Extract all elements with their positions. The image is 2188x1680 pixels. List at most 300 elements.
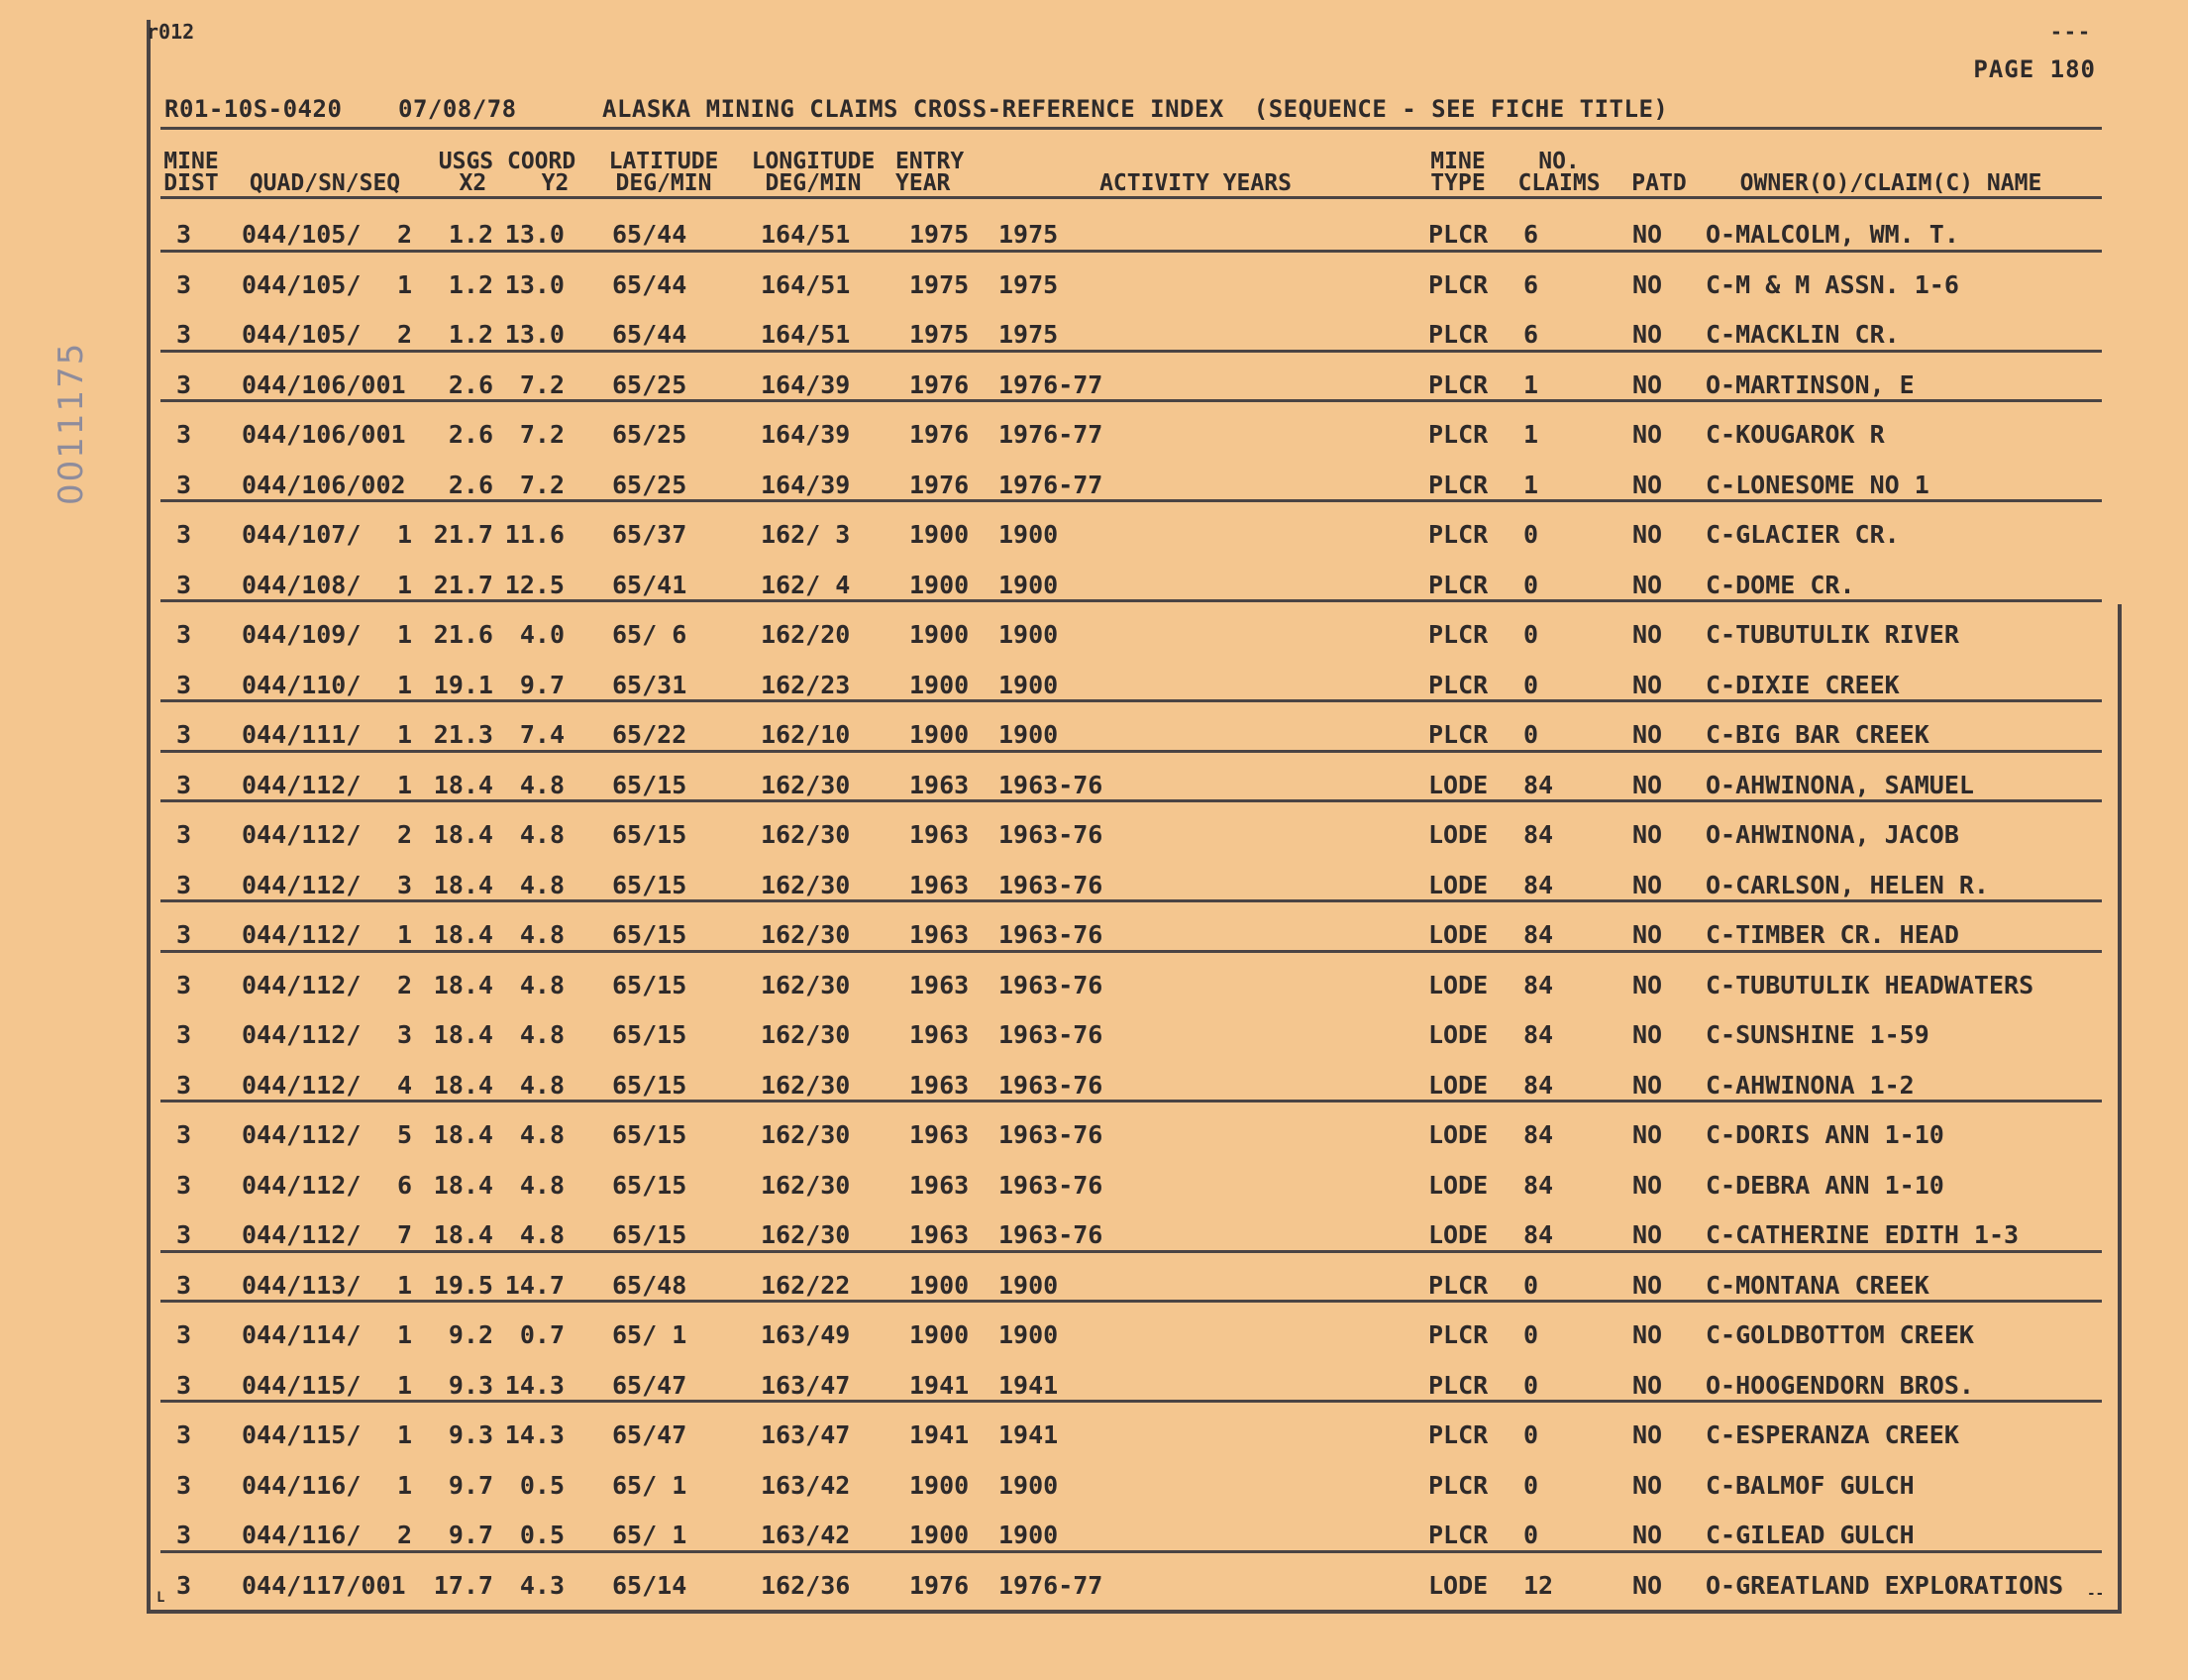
patd-cell: NO (1632, 369, 1663, 399)
patd-cell: NO (1632, 220, 1663, 249)
mine-dist-cell: 3 (176, 770, 192, 799)
claims-cell: 0 (1523, 1420, 1539, 1449)
mine-type-cell: PLCR (1428, 1370, 1489, 1400)
quad-cell: 044/106/001 (242, 420, 406, 449)
mine-dist-cell: 3 (176, 1320, 192, 1349)
mine-type-cell: LODE (1428, 820, 1489, 849)
col-usgs-coord: USGS COORD X2 Y2 (438, 149, 576, 196)
quad-cell: 044/117/001 (242, 1570, 406, 1600)
activity-years-cell: 1900 (998, 570, 1059, 599)
latitude-cell: 65/15 (612, 1020, 687, 1049)
claims-table (160, 208, 2102, 1609)
mine-type-cell: PLCR (1428, 320, 1489, 349)
mine-dist-cell: 3 (176, 220, 192, 249)
report-date: 07/08/78 (398, 95, 517, 123)
patd-cell: NO (1632, 1370, 1663, 1400)
longitude-cell: 163/49 (761, 1320, 851, 1349)
mine-dist-cell: 3 (176, 1521, 192, 1549)
activity-years-cell: 1900 (998, 1470, 1059, 1500)
longitude-cell: 162/30 (761, 770, 851, 799)
y2-cell: 4.3 (519, 1570, 565, 1600)
latitude-cell: 65/ 1 (612, 1470, 687, 1500)
y2-cell: 4.8 (519, 970, 565, 999)
mine-type-cell: PLCR (1428, 670, 1489, 699)
entry-year-cell: 1963 (909, 770, 970, 799)
seq-cell: 1 (396, 1270, 412, 1300)
mine-type-cell: PLCR (1428, 369, 1489, 399)
activity-years-cell: 1941 (998, 1420, 1059, 1449)
patd-cell: NO (1632, 720, 1663, 749)
latitude-cell: 65/25 (612, 420, 687, 449)
x2-cell: 18.4 (433, 920, 493, 949)
owner-claim-cell: C-TUBUTULIK HEADWATERS (1706, 970, 2034, 999)
seq-cell: 2 (396, 1521, 412, 1549)
table-row (160, 259, 2102, 309)
patd-cell: NO (1632, 269, 1663, 299)
table-row (160, 359, 2102, 409)
mine-type-cell: PLCR (1428, 1270, 1489, 1300)
activity-years-cell: 1941 (998, 1370, 1059, 1400)
quad-cell: 044/112/ (242, 820, 362, 849)
seq-cell: 5 (396, 1120, 412, 1149)
latitude-cell: 65/15 (612, 1070, 687, 1100)
x2-cell: 19.1 (433, 670, 493, 699)
owner-claim-cell: C-MONTANA CREEK (1706, 1270, 1929, 1300)
entry-year-cell: 1963 (909, 1020, 970, 1049)
table-row (160, 759, 2102, 809)
x2-cell: 18.4 (433, 1070, 493, 1100)
table-row (160, 208, 2102, 259)
table-row (160, 408, 2102, 459)
y2-cell: 9.7 (519, 670, 565, 699)
x2-cell: 1.2 (448, 269, 493, 299)
y2-cell: 4.0 (519, 620, 565, 649)
table-row (160, 1509, 2102, 1559)
mine-type-cell: PLCR (1428, 420, 1489, 449)
x2-cell: 18.4 (433, 870, 493, 899)
quad-cell: 044/112/ (242, 1170, 362, 1200)
col-owner-claim: OWNER(O)/CLAIM(C) NAME (1739, 170, 2042, 196)
claims-cell: 6 (1523, 320, 1539, 349)
activity-years-cell: 1963-76 (998, 920, 1103, 949)
quad-cell: 044/112/ (242, 1120, 362, 1149)
x2-cell: 18.4 (433, 770, 493, 799)
claims-cell: 84 (1523, 870, 1554, 899)
corner-mark-bottom-left: L (156, 1590, 165, 1606)
seq-cell: 4 (396, 1070, 412, 1100)
mine-dist-cell: 3 (176, 320, 192, 349)
latitude-cell: 65/15 (612, 970, 687, 999)
latitude-cell: 65/44 (612, 320, 687, 349)
y2-cell: 13.0 (504, 269, 565, 299)
latitude-cell: 65/22 (612, 720, 687, 749)
entry-year-cell: 1963 (909, 870, 970, 899)
owner-claim-cell: C-M & M ASSN. 1-6 (1706, 269, 1959, 299)
seq-cell: 1 (396, 1420, 412, 1449)
x2-cell: 18.4 (433, 970, 493, 999)
seq-cell: 1 (396, 670, 412, 699)
table-row (160, 1559, 2102, 1610)
entry-year-cell: 1976 (909, 420, 970, 449)
mine-dist-cell: 3 (176, 1470, 192, 1500)
entry-year-cell: 1976 (909, 369, 970, 399)
activity-years-cell: 1976-77 (998, 369, 1103, 399)
quad-cell: 044/112/ (242, 920, 362, 949)
claims-cell: 6 (1523, 220, 1539, 249)
entry-year-cell: 1963 (909, 1170, 970, 1200)
table-row (160, 959, 2102, 1009)
activity-years-cell: 1975 (998, 320, 1059, 349)
claims-cell: 0 (1523, 520, 1539, 549)
seq-cell: 2 (396, 970, 412, 999)
entry-year-cell: 1976 (909, 470, 970, 499)
col-longitude: LONGITUDE DEG/MIN (751, 149, 876, 196)
latitude-cell: 65/41 (612, 570, 687, 599)
seq-cell: 1 (396, 570, 412, 599)
patd-cell: NO (1632, 570, 1663, 599)
latitude-cell: 65/15 (612, 770, 687, 799)
seq-cell: 1 (396, 520, 412, 549)
mine-dist-cell: 3 (176, 870, 192, 899)
patd-cell: NO (1632, 870, 1663, 899)
mine-type-cell: PLCR (1428, 470, 1489, 499)
mine-dist-cell: 3 (176, 970, 192, 999)
activity-years-cell: 1963-76 (998, 870, 1103, 899)
mine-dist-cell: 3 (176, 570, 192, 599)
longitude-cell: 162/23 (761, 670, 851, 699)
claims-cell: 0 (1523, 1470, 1539, 1500)
entry-year-cell: 1900 (909, 1470, 970, 1500)
longitude-cell: 164/51 (761, 320, 851, 349)
entry-year-cell: 1963 (909, 920, 970, 949)
seq-cell: 1 (396, 1370, 412, 1400)
latitude-cell: 65/25 (612, 369, 687, 399)
y2-cell: 14.3 (504, 1370, 565, 1400)
mine-dist-cell: 3 (176, 1020, 192, 1049)
seq-cell: 1 (396, 720, 412, 749)
longitude-cell: 162/22 (761, 1270, 851, 1300)
mine-type-cell: PLCR (1428, 220, 1489, 249)
x2-cell: 9.3 (448, 1420, 493, 1449)
patd-cell: NO (1632, 1570, 1663, 1600)
col-mine-type: MINE TYPE (1430, 149, 1486, 196)
longitude-cell: 162/20 (761, 620, 851, 649)
y2-cell: 0.5 (519, 1521, 565, 1549)
claims-cell: 6 (1523, 269, 1539, 299)
table-row (160, 859, 2102, 909)
mine-type-cell: LODE (1428, 1020, 1489, 1049)
longitude-cell: 163/47 (761, 1420, 851, 1449)
activity-years-cell: 1900 (998, 720, 1059, 749)
patd-cell: NO (1632, 1220, 1663, 1249)
longitude-cell: 163/42 (761, 1470, 851, 1500)
claims-cell: 84 (1523, 1170, 1554, 1200)
quad-cell: 044/116/ (242, 1470, 362, 1500)
corner-mark-top-left: r012 (147, 20, 195, 44)
quad-cell: 044/113/ (242, 1270, 362, 1300)
table-row (160, 659, 2102, 709)
seq-cell: 1 (396, 269, 412, 299)
longitude-cell: 162/30 (761, 1170, 851, 1200)
entry-year-cell: 1975 (909, 220, 970, 249)
mine-type-cell: LODE (1428, 920, 1489, 949)
latitude-cell: 65/14 (612, 1570, 687, 1600)
quad-cell: 044/107/ (242, 520, 362, 549)
x2-cell: 18.4 (433, 1020, 493, 1049)
mine-dist-cell: 3 (176, 1420, 192, 1449)
longitude-cell: 163/42 (761, 1521, 851, 1549)
longitude-cell: 162/ 3 (761, 520, 851, 549)
claims-cell: 84 (1523, 820, 1554, 849)
x2-cell: 2.6 (448, 470, 493, 499)
mine-type-cell: LODE (1428, 770, 1489, 799)
quad-cell: 044/109/ (242, 620, 362, 649)
table-row (160, 708, 2102, 759)
entry-year-cell: 1900 (909, 1270, 970, 1300)
seq-cell: 1 (396, 770, 412, 799)
quad-cell: 044/112/ (242, 870, 362, 899)
longitude-cell: 164/39 (761, 369, 851, 399)
table-row (160, 1208, 2102, 1259)
patd-cell: NO (1632, 1521, 1663, 1549)
table-row (160, 1008, 2102, 1059)
col-entry-year: ENTRY YEAR (895, 149, 965, 196)
mine-dist-cell: 3 (176, 1270, 192, 1300)
mine-type-cell: LODE (1428, 1120, 1489, 1149)
activity-years-cell: 1976-77 (998, 1570, 1103, 1600)
activity-years-cell: 1976-77 (998, 470, 1103, 499)
claims-cell: 84 (1523, 1070, 1554, 1100)
claims-cell: 0 (1523, 670, 1539, 699)
latitude-cell: 65/44 (612, 269, 687, 299)
claims-cell: 84 (1523, 970, 1554, 999)
claims-cell: 0 (1523, 570, 1539, 599)
patd-cell: NO (1632, 920, 1663, 949)
x2-cell: 18.4 (433, 1170, 493, 1200)
table-row (160, 308, 2102, 359)
claims-cell: 84 (1523, 1120, 1554, 1149)
activity-years-cell: 1976-77 (998, 420, 1103, 449)
entry-year-cell: 1976 (909, 1570, 970, 1600)
owner-claim-cell: C-DEBRA ANN 1-10 (1706, 1170, 1944, 1200)
report-title-line (160, 87, 2102, 130)
patd-cell: NO (1632, 320, 1663, 349)
y2-cell: 4.8 (519, 1020, 565, 1049)
seq-cell: 2 (396, 320, 412, 349)
seq-cell: 3 (396, 870, 412, 899)
latitude-cell: 65/37 (612, 520, 687, 549)
seq-cell: 3 (396, 1020, 412, 1049)
claims-cell: 0 (1523, 620, 1539, 649)
longitude-cell: 162/30 (761, 870, 851, 899)
x2-cell: 21.6 (433, 620, 493, 649)
quad-cell: 044/106/001 (242, 369, 406, 399)
table-row (160, 1409, 2102, 1459)
entry-year-cell: 1963 (909, 1120, 970, 1149)
latitude-cell: 65/15 (612, 870, 687, 899)
longitude-cell: 162/36 (761, 1570, 851, 1600)
column-header-row (160, 151, 2102, 199)
y2-cell: 4.8 (519, 1070, 565, 1100)
y2-cell: 7.2 (519, 420, 565, 449)
x2-cell: 17.7 (433, 1570, 493, 1600)
y2-cell: 7.2 (519, 470, 565, 499)
y2-cell: 7.4 (519, 720, 565, 749)
quad-cell: 044/112/ (242, 970, 362, 999)
y2-cell: 14.7 (504, 1270, 565, 1300)
quad-cell: 044/106/002 (242, 470, 406, 499)
seq-cell: 6 (396, 1170, 412, 1200)
mine-type-cell: LODE (1428, 1220, 1489, 1249)
entry-year-cell: 1900 (909, 670, 970, 699)
mine-dist-cell: 3 (176, 720, 192, 749)
page-number: PAGE 180 (1973, 55, 2096, 83)
owner-claim-cell: O-GREATLAND EXPLORATIONS (1706, 1570, 2064, 1600)
owner-claim-cell: C-DOME CR. (1706, 570, 1855, 599)
patd-cell: NO (1632, 1320, 1663, 1349)
latitude-cell: 65/ 1 (612, 1521, 687, 1549)
quad-cell: 044/110/ (242, 670, 362, 699)
y2-cell: 11.6 (504, 520, 565, 549)
claims-cell: 0 (1523, 1270, 1539, 1300)
patd-cell: NO (1632, 1120, 1663, 1149)
entry-year-cell: 1963 (909, 820, 970, 849)
claims-cell: 12 (1523, 1570, 1554, 1600)
quad-cell: 044/108/ (242, 570, 362, 599)
activity-years-cell: 1900 (998, 1270, 1059, 1300)
mine-dist-cell: 3 (176, 1120, 192, 1149)
owner-claim-cell: C-GOLDBOTTOM CREEK (1706, 1320, 1974, 1349)
longitude-cell: 164/51 (761, 220, 851, 249)
activity-years-cell: 1963-76 (998, 970, 1103, 999)
latitude-cell: 65/31 (612, 670, 687, 699)
table-row (160, 1159, 2102, 1209)
activity-years-cell: 1900 (998, 1320, 1059, 1349)
owner-claim-cell: C-GILEAD GULCH (1706, 1521, 1915, 1549)
x2-cell: 19.5 (433, 1270, 493, 1300)
patd-cell: NO (1632, 1470, 1663, 1500)
activity-years-cell: 1963-76 (998, 770, 1103, 799)
mine-type-cell: PLCR (1428, 520, 1489, 549)
owner-claim-cell: O-AHWINONA, SAMUEL (1706, 770, 1974, 799)
x2-cell: 9.7 (448, 1470, 493, 1500)
owner-claim-cell: C-ESPERANZA CREEK (1706, 1420, 1959, 1449)
x2-cell: 18.4 (433, 1120, 493, 1149)
seq-cell: 1 (396, 1470, 412, 1500)
quad-cell: 044/115/ (242, 1370, 362, 1400)
table-row (160, 908, 2102, 959)
seq-cell: 1 (396, 1320, 412, 1349)
longitude-cell: 164/51 (761, 269, 851, 299)
owner-claim-cell: C-TUBUTULIK RIVER (1706, 620, 1959, 649)
entry-year-cell: 1900 (909, 570, 970, 599)
longitude-cell: 162/30 (761, 920, 851, 949)
activity-years-cell: 1900 (998, 1521, 1059, 1549)
claims-cell: 84 (1523, 1020, 1554, 1049)
longitude-cell: 162/ 4 (761, 570, 851, 599)
x2-cell: 21.7 (433, 570, 493, 599)
y2-cell: 4.8 (519, 870, 565, 899)
activity-years-cell: 1963-76 (998, 1070, 1103, 1100)
quad-cell: 044/112/ (242, 1220, 362, 1249)
mine-dist-cell: 3 (176, 920, 192, 949)
longitude-cell: 162/10 (761, 720, 851, 749)
claims-cell: 0 (1523, 720, 1539, 749)
owner-claim-cell: C-DIXIE CREEK (1706, 670, 1900, 699)
patd-cell: NO (1632, 970, 1663, 999)
mine-dist-cell: 3 (176, 1170, 192, 1200)
owner-claim-cell: C-BIG BAR CREEK (1706, 720, 1929, 749)
mine-type-cell: LODE (1428, 1170, 1489, 1200)
owner-claim-cell: O-AHWINONA, JACOB (1706, 820, 1959, 849)
latitude-cell: 65/15 (612, 1120, 687, 1149)
quad-cell: 044/112/ (242, 1020, 362, 1049)
activity-years-cell: 1963-76 (998, 1020, 1103, 1049)
col-patd: PATD (1631, 170, 1687, 196)
quad-cell: 044/111/ (242, 720, 362, 749)
right-border-rule (2118, 604, 2122, 1610)
mine-type-cell: LODE (1428, 970, 1489, 999)
mine-dist-cell: 3 (176, 620, 192, 649)
claims-cell: 84 (1523, 1220, 1554, 1249)
table-row (160, 1059, 2102, 1109)
report-id: R01-10S-0420 (164, 95, 343, 123)
y2-cell: 12.5 (504, 570, 565, 599)
patd-cell: NO (1632, 670, 1663, 699)
longitude-cell: 164/39 (761, 470, 851, 499)
mine-dist-cell: 3 (176, 1370, 192, 1400)
claims-cell: 1 (1523, 470, 1539, 499)
seq-cell: 2 (396, 220, 412, 249)
patd-cell: NO (1632, 470, 1663, 499)
claims-cell: 1 (1523, 369, 1539, 399)
printout-sheet (147, 20, 2122, 1614)
quad-cell: 044/114/ (242, 1320, 362, 1349)
col-latitude: LATITUDE DEG/MIN (608, 149, 719, 196)
latitude-cell: 65/44 (612, 220, 687, 249)
x2-cell: 21.7 (433, 520, 493, 549)
entry-year-cell: 1941 (909, 1370, 970, 1400)
claims-cell: 84 (1523, 920, 1554, 949)
x2-cell: 18.4 (433, 820, 493, 849)
report-title: ALASKA MINING CLAIMS CROSS-REFERENCE INDEX (SEQUENCE - SEE FICHE TITLE) (602, 95, 1669, 123)
table-row (160, 1309, 2102, 1359)
entry-year-cell: 1900 (909, 1521, 970, 1549)
mine-dist-cell: 3 (176, 420, 192, 449)
mine-dist-cell: 3 (176, 269, 192, 299)
col-quad: QUAD/SN/SEQ (249, 170, 401, 196)
owner-claim-cell: O-MARTINSON, E (1706, 369, 1915, 399)
entry-year-cell: 1900 (909, 520, 970, 549)
patd-cell: NO (1632, 1270, 1663, 1300)
table-row (160, 1359, 2102, 1410)
owner-claim-cell: C-MACKLIN CR. (1706, 320, 1900, 349)
x2-cell: 21.3 (433, 720, 493, 749)
table-row (160, 808, 2102, 859)
longitude-cell: 164/39 (761, 420, 851, 449)
quad-cell: 044/116/ (242, 1521, 362, 1549)
entry-year-cell: 1941 (909, 1420, 970, 1449)
longitude-cell: 162/30 (761, 1020, 851, 1049)
table-row (160, 1259, 2102, 1310)
patd-cell: NO (1632, 420, 1663, 449)
patd-cell: NO (1632, 1020, 1663, 1049)
latitude-cell: 65/ 6 (612, 620, 687, 649)
mine-type-cell: PLCR (1428, 1420, 1489, 1449)
activity-years-cell: 1900 (998, 620, 1059, 649)
activity-years-cell: 1963-76 (998, 820, 1103, 849)
microfilm-stamp: 0011175 (52, 341, 91, 505)
